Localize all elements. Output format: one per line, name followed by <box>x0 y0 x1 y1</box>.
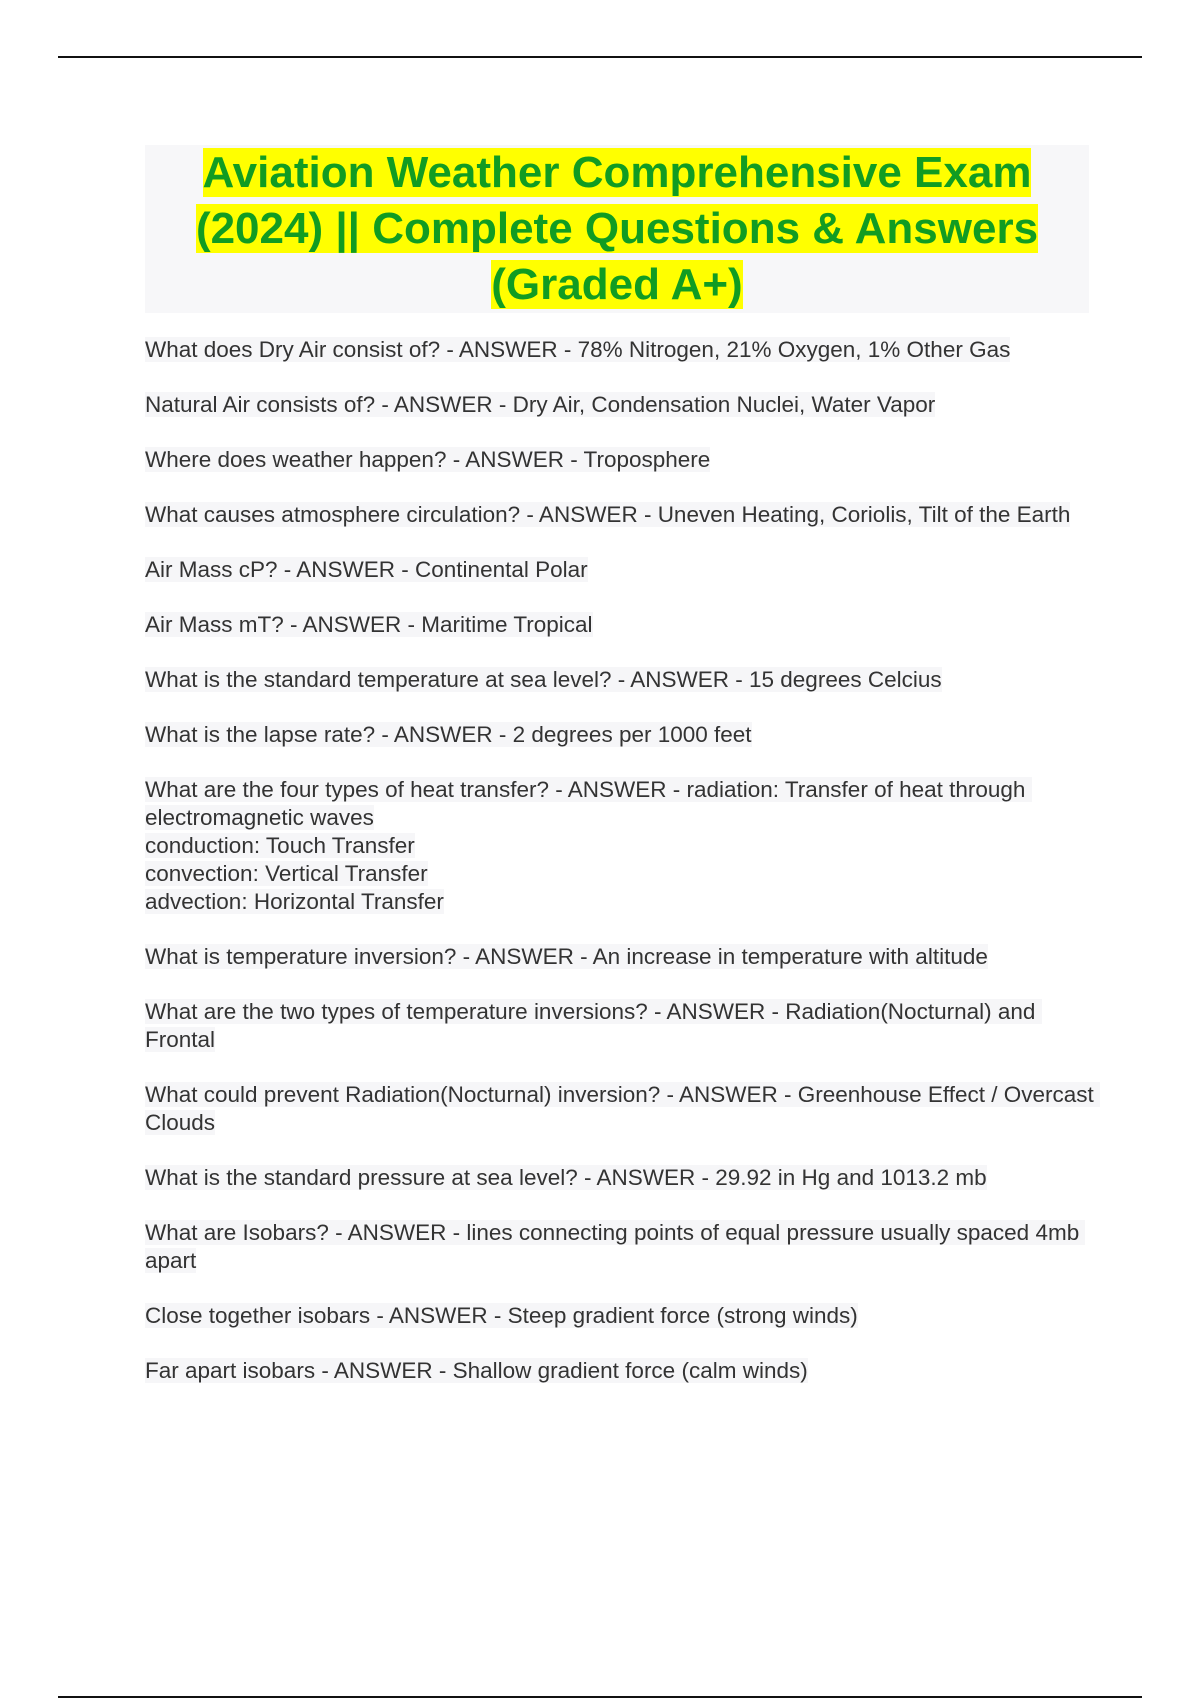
qa-text: What causes atmosphere circulation? - ANSWER - Uneven Heating, Coriolis, Tilt of the Earth <box>145 502 1071 527</box>
qa-text: What are the four types of heat transfer? - ANSWER - radiation: Transfer of heat through electromagnetic waves conduction: Touch Transfer convection: Vertical Transfer advection: Horizontal Transfer <box>145 777 1032 914</box>
qa-item <box>145 776 1095 916</box>
qa-text: Where does weather happen? - ANSWER - Troposphere <box>145 447 711 472</box>
qa-item <box>145 611 1095 639</box>
qa-list <box>145 336 1101 1412</box>
qa-text: What is the standard temperature at sea level? - ANSWER - 15 degrees Celcius <box>145 667 942 692</box>
qa-item <box>145 556 1095 584</box>
qa-text: Natural Air consists of? - ANSWER - Dry Air, Condensation Nuclei, Water Vapor <box>145 392 936 417</box>
qa-text: What are the two types of temperature inversions? - ANSWER - Radiation(Nocturnal) and Frontal <box>145 999 1042 1052</box>
qa-item <box>145 446 1095 474</box>
qa-item <box>145 1357 1095 1385</box>
qa-item <box>145 1081 1101 1137</box>
qa-item <box>145 721 1095 749</box>
qa-text: Air Mass cP? - ANSWER - Continental Polar <box>145 557 588 582</box>
qa-text: What does Dry Air consist of? - ANSWER - 78% Nitrogen, 21% Oxygen, 1% Other Gas <box>145 337 1011 362</box>
qa-item <box>145 943 1095 971</box>
qa-text: Close together isobars - ANSWER - Steep gradient force (strong winds) <box>145 1303 858 1328</box>
qa-item <box>145 998 1095 1054</box>
qa-item <box>145 501 1095 529</box>
page-title-text: Aviation Weather Comprehensive Exam (2024) || Complete Questions & Answers (Graded A+) <box>195 148 1039 309</box>
top-rule <box>58 56 1142 58</box>
qa-text: What is temperature inversion? - ANSWER - An increase in temperature with altitude <box>145 944 988 969</box>
qa-text: What is the standard pressure at sea level? - ANSWER - 29.92 in Hg and 1013.2 mb <box>145 1165 987 1190</box>
qa-item <box>145 391 1095 419</box>
qa-text: Far apart isobars - ANSWER - Shallow gradient force (calm winds) <box>145 1358 808 1383</box>
qa-text: What is the lapse rate? - ANSWER - 2 degrees per 1000 feet <box>145 722 752 747</box>
qa-text: What are Isobars? - ANSWER - lines connecting points of equal pressure usually spaced 4mb apart <box>145 1220 1086 1273</box>
bottom-rule <box>58 1696 1142 1698</box>
qa-text: What could prevent Radiation(Nocturnal) inversion? - ANSWER - Greenhouse Effect / Overcast Clouds <box>145 1082 1101 1135</box>
page-title <box>145 145 1089 313</box>
title-block <box>145 145 1089 313</box>
qa-item <box>145 1164 1095 1192</box>
qa-item <box>145 336 1095 364</box>
qa-item <box>145 666 1095 694</box>
qa-item <box>145 1302 1095 1330</box>
qa-text: Air Mass mT? - ANSWER - Maritime Tropical <box>145 612 593 637</box>
qa-item <box>145 1219 1095 1275</box>
